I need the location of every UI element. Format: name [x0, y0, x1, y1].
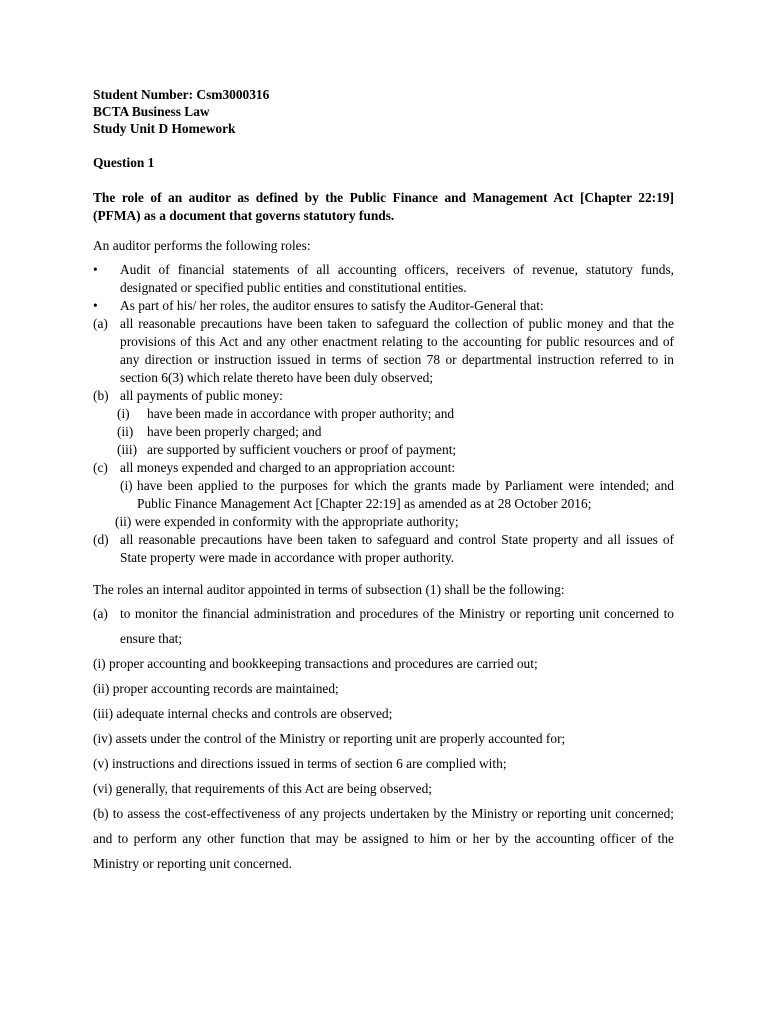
list-label: (a)	[93, 316, 108, 331]
sub-item: (ii) were expended in conformity with the appropriate authority;	[115, 514, 459, 529]
bullet-item	[93, 261, 674, 297]
bullet-text: Audit of financial statements of all accounting officers, receivers of revenue, statutory funds, designated or specified public entities and constitutional entities.	[120, 262, 674, 295]
sub-text: have been made in accordance with proper authority; and	[147, 406, 455, 421]
sub-label: (ii)	[117, 424, 134, 439]
list-item-b	[93, 387, 674, 405]
internal-item: (i) proper accounting and bookkeeping transactions and procedures are carried out;	[93, 656, 538, 671]
sub-text: have been applied to the purposes for which the grants made by Parliament were intended; and Public Finance Management Act [Chapter 22:19] as amended as at 28 October 2016;	[137, 478, 674, 511]
sub-item	[93, 423, 674, 441]
list-label: (c)	[93, 460, 108, 475]
sub-item	[93, 477, 674, 513]
list-label: (d)	[93, 532, 109, 547]
student-number: Student Number: Csm3000316	[93, 87, 270, 102]
sub-item	[93, 405, 674, 423]
course-name: BCTA Business Law	[93, 104, 210, 119]
sub-text: have been properly charged; and	[147, 424, 322, 439]
sub-label: (i)	[117, 406, 130, 421]
question-heading: The role of an auditor as defined by the Public Finance and Management Act [Chapter 22:19] (PFMA) as a document that governs statutory funds.	[93, 190, 674, 223]
sub-item	[93, 441, 674, 459]
list-text: all reasonable precautions have been taken to safeguard the collection of public money and that the provisions of this Act and any other enactment relating to the accounting for public resources and of any direction or instruction issued in terms of section 78 or departmental instruction referred to in section 6(3) which relate thereto have been duly observed;	[120, 316, 674, 385]
list-text: all payments of public money:	[120, 388, 283, 403]
internal-item: (ii) proper accounting records are maintained;	[93, 681, 339, 696]
list-item-d	[93, 531, 674, 567]
document-header	[93, 86, 674, 137]
internal-item-a	[93, 601, 674, 651]
internal-item-b: (b) to assess the cost-effectiveness of any projects undertaken by the Ministry or reporting unit concerned; and to perform any other function that may be assigned to him or her by the accounting officer of the Ministry or reporting unit concerned.	[93, 806, 674, 871]
list-text: all moneys expended and charged to an appropriation account:	[120, 460, 456, 475]
intro-text: An auditor performs the following roles:	[93, 238, 311, 253]
list-label: (a)	[93, 606, 108, 621]
bullet-text: As part of his/ her roles, the auditor ensures to satisfy the Auditor-General that:	[120, 298, 544, 313]
question-title: Question 1	[93, 155, 155, 170]
internal-item: (iii) adequate internal checks and controls are observed;	[93, 706, 393, 721]
bullet-icon: •	[93, 262, 98, 277]
sub-label: (iii)	[117, 442, 138, 457]
bullet-item	[93, 297, 674, 315]
list-text: all reasonable precautions have been taken to safeguard and control State property and all issues of State property were made in accordance with proper authority.	[120, 532, 674, 565]
internal-item: (v) instructions and directions issued in terms of section 6 are complied with;	[93, 756, 507, 771]
internal-item: (vi) generally, that requirements of this Act are being observed;	[93, 781, 432, 796]
internal-item: (iv) assets under the control of the Ministry or reporting unit are properly accounted for;	[93, 731, 566, 746]
bullet-icon: •	[93, 298, 98, 313]
list-label: (b)	[93, 388, 109, 403]
list-item-c	[93, 459, 674, 477]
internal-roles-intro: The roles an internal auditor appointed in terms of subsection (1) shall be the following:	[93, 582, 565, 597]
unit-name: Study Unit D Homework	[93, 121, 236, 136]
sub-label: (i)	[120, 478, 133, 493]
list-item-a	[93, 315, 674, 387]
sub-text: are supported by sufficient vouchers or proof of payment;	[147, 442, 457, 457]
list-text: to monitor the financial administration and procedures of the Ministry or reporting unit concerned to ensure that;	[120, 606, 674, 646]
document-page	[93, 86, 674, 876]
